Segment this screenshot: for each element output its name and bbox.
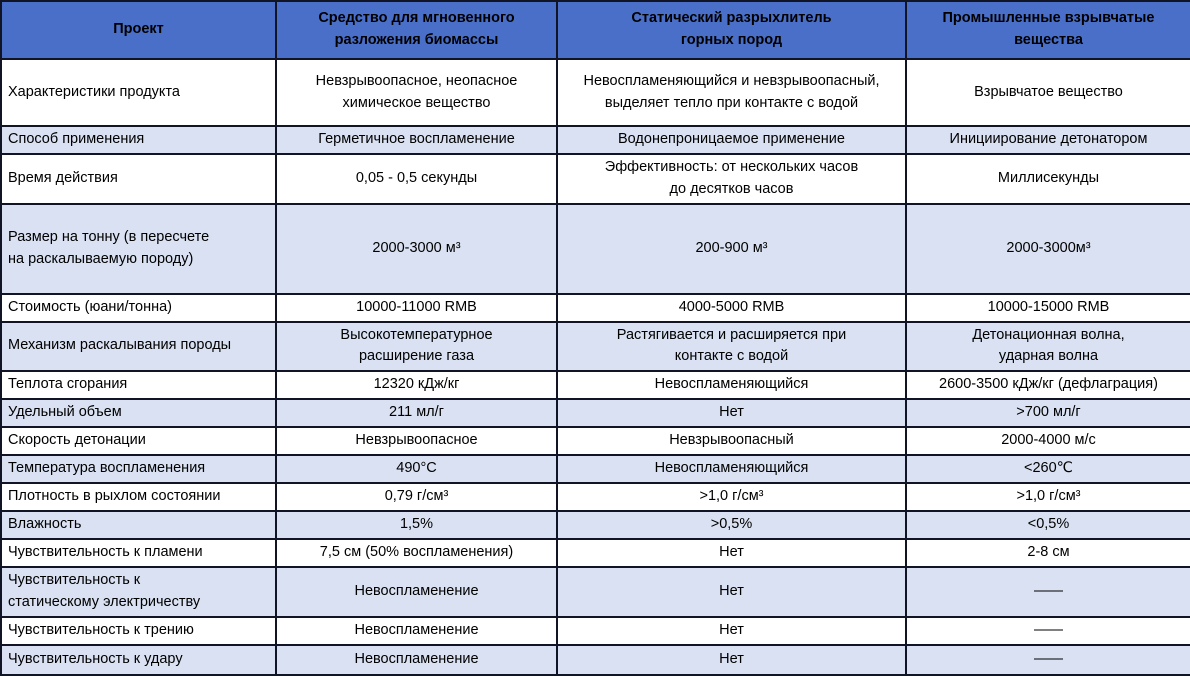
cell-biomass-agent — [276, 294, 557, 322]
cell-line: Время действия — [8, 169, 118, 186]
cell-static-rock-splitter — [557, 567, 906, 617]
row-label — [1, 567, 276, 617]
row-label — [1, 204, 276, 294]
cell-line: Невзрывоопасное — [355, 432, 478, 449]
cell-line: Теплота сгорания — [8, 376, 128, 393]
cell-static-rock-splitter — [557, 204, 906, 294]
cell-static-rock-splitter — [557, 617, 906, 645]
cell-line: Герметичное воспламенение — [318, 131, 515, 148]
row-label — [1, 539, 276, 567]
cell-line: Невоспламенение — [354, 582, 479, 599]
cell-line: 490°C — [396, 460, 437, 477]
cell-line: 2000-3000 м³ — [372, 239, 461, 256]
row-label — [1, 399, 276, 427]
cell-industrial-explosives — [906, 59, 1190, 126]
cell-line: Детонационная волна, — [972, 326, 1125, 343]
cell-line: Влажность — [8, 516, 82, 533]
cell-line: Эффективность: от нескольких часов — [604, 159, 859, 175]
cell-biomass-agent — [276, 483, 557, 511]
table-row — [1, 427, 1190, 455]
cell-static-rock-splitter — [557, 59, 906, 126]
header-line: вещества — [1014, 32, 1083, 48]
cell-line: 2600-3500 кДж/кг (дефлаграция) — [939, 376, 1158, 393]
cell-biomass-agent — [276, 455, 557, 483]
cell-static-rock-splitter — [557, 483, 906, 511]
cell-industrial-explosives — [906, 294, 1190, 322]
cell-line: >1,0 г/см³ — [699, 488, 764, 505]
header-line: Проект — [113, 21, 164, 38]
column-header-biomass-agent — [276, 1, 557, 59]
cell-line: <260℃ — [1024, 460, 1073, 477]
cell-line: Скорость детонации — [8, 432, 146, 449]
table-row — [1, 126, 1190, 154]
cell-static-rock-splitter — [557, 645, 906, 675]
table-row — [1, 204, 1190, 294]
cell-line: 1,5% — [399, 516, 434, 533]
row-label — [1, 294, 276, 322]
table-row — [1, 154, 1190, 204]
row-label — [1, 154, 276, 204]
cell-static-rock-splitter — [557, 154, 906, 204]
cell-line: Невоспламеняющийся и невзрывоопасный, — [583, 72, 880, 89]
cell-biomass-agent — [276, 645, 557, 675]
cell-line: —— — [1034, 621, 1063, 638]
cell-industrial-explosives — [906, 154, 1190, 204]
cell-line: >0,5% — [710, 516, 753, 533]
cell-line: Нет — [719, 621, 744, 638]
cell-line: на раскалываемую породу) — [8, 250, 194, 267]
row-label — [1, 645, 276, 675]
cell-line: 10000-11000 RMB — [356, 298, 477, 315]
cell-biomass-agent — [276, 204, 557, 294]
cell-biomass-agent — [276, 427, 557, 455]
cell-industrial-explosives — [906, 455, 1190, 483]
cell-industrial-explosives — [906, 645, 1190, 675]
cell-line: Невзрывоопасный — [669, 432, 794, 449]
cell-line: >700 мл/г — [1016, 404, 1081, 421]
cell-line: —— — [1034, 650, 1063, 667]
cell-industrial-explosives — [906, 322, 1190, 372]
cell-line: Стоимость (юани/тонна) — [8, 298, 172, 315]
row-label — [1, 427, 276, 455]
row-label — [1, 59, 276, 126]
cell-line: Высокотемпературное — [340, 326, 493, 343]
cell-line: 4000-5000 RMB — [678, 298, 785, 315]
table-row — [1, 59, 1190, 126]
cell-static-rock-splitter — [557, 322, 906, 372]
cell-industrial-explosives — [906, 371, 1190, 399]
cell-line: Невоспламенение — [354, 650, 479, 667]
cell-line: 0,79 г/см³ — [384, 488, 449, 505]
cell-line: Чувствительность к пламени — [8, 544, 203, 561]
cell-line: Миллисекунды — [997, 169, 1100, 186]
cell-line: Водонепроницаемое применение — [618, 131, 845, 148]
row-label — [1, 511, 276, 539]
cell-line: Температура воспламенения — [8, 460, 206, 477]
cell-static-rock-splitter — [557, 126, 906, 154]
table-row — [1, 322, 1190, 372]
column-header-static-rock-splitter — [557, 1, 906, 59]
cell-line: Нет — [719, 582, 744, 599]
cell-biomass-agent — [276, 371, 557, 399]
cell-static-rock-splitter — [557, 371, 906, 399]
cell-industrial-explosives — [906, 204, 1190, 294]
cell-static-rock-splitter — [557, 294, 906, 322]
cell-line: 211 мл/г — [389, 404, 444, 421]
table-body — [1, 59, 1190, 675]
cell-line: статическому электричеству — [8, 593, 201, 610]
cell-line: Чувствительность к удару — [8, 650, 183, 667]
cell-line: Взрывчатое вещество — [974, 83, 1123, 100]
cell-biomass-agent — [276, 539, 557, 567]
cell-static-rock-splitter — [557, 427, 906, 455]
cell-biomass-agent — [276, 322, 557, 372]
cell-line: Размер на тонну (в пересчете — [8, 228, 210, 245]
cell-line: ударная волна — [998, 348, 1099, 365]
cell-biomass-agent — [276, 511, 557, 539]
cell-line: Невоспламенение — [354, 621, 479, 638]
cell-biomass-agent — [276, 59, 557, 126]
row-label — [1, 455, 276, 483]
table-row — [1, 645, 1190, 675]
cell-line: Растягивается и расширяется при — [616, 326, 847, 343]
row-label — [1, 322, 276, 372]
cell-industrial-explosives — [906, 483, 1190, 511]
cell-line: 2000-3000м³ — [1006, 239, 1091, 256]
header-line: Средство для мгновенного — [318, 10, 515, 27]
cell-biomass-agent — [276, 617, 557, 645]
cell-industrial-explosives — [906, 399, 1190, 427]
cell-line: расширение газа — [358, 348, 475, 365]
cell-static-rock-splitter — [557, 399, 906, 427]
header-line: горных пород — [680, 32, 783, 48]
table-row — [1, 617, 1190, 645]
cell-line: до десятков часов — [669, 180, 794, 197]
table-row — [1, 539, 1190, 567]
cell-static-rock-splitter — [557, 455, 906, 483]
row-label — [1, 617, 276, 645]
cell-line: Невоспламеняющийся — [654, 376, 809, 393]
cell-line: Чувствительность к трению — [8, 621, 194, 638]
cell-line: Нет — [719, 650, 744, 667]
cell-biomass-agent — [276, 154, 557, 204]
cell-industrial-explosives — [906, 567, 1190, 617]
cell-line: Способ применения — [8, 131, 145, 148]
cell-line: Невоспламеняющийся — [654, 460, 809, 477]
cell-line: выделяет тепло при контакте с водой — [604, 94, 859, 111]
cell-line: —— — [1034, 582, 1063, 599]
cell-line: Нет — [719, 544, 744, 561]
cell-line: 200-900 м³ — [695, 239, 768, 256]
header-line: Промышленные взрывчатые — [942, 10, 1155, 27]
cell-line: 0,05 - 0,5 секунды — [355, 169, 478, 186]
table-row — [1, 371, 1190, 399]
cell-industrial-explosives — [906, 617, 1190, 645]
table-row — [1, 399, 1190, 427]
cell-line: химическое вещество — [342, 94, 491, 111]
cell-industrial-explosives — [906, 539, 1190, 567]
column-header-industrial-explosives — [906, 1, 1190, 59]
row-label — [1, 126, 276, 154]
header-line: разложения биомассы — [334, 32, 499, 48]
cell-line: контакте с водой — [674, 348, 789, 365]
cell-line: >1,0 г/см³ — [1016, 488, 1081, 505]
cell-line: 10000-15000 RMB — [987, 298, 1110, 315]
cell-line: Невзрывоопасное, неопасное — [315, 72, 518, 89]
cell-biomass-agent — [276, 399, 557, 427]
cell-line: 7,5 см (50% воспламенения) — [319, 544, 514, 561]
cell-line: 2-8 см — [1027, 544, 1070, 561]
cell-industrial-explosives — [906, 126, 1190, 154]
cell-line: Нет — [719, 404, 744, 421]
cell-biomass-agent — [276, 567, 557, 617]
column-header-project — [1, 1, 276, 59]
header-row — [1, 1, 1190, 59]
cell-industrial-explosives — [906, 427, 1190, 455]
cell-static-rock-splitter — [557, 511, 906, 539]
cell-line: Механизм раскалывания породы — [8, 337, 232, 354]
cell-line: Удельный объем — [8, 404, 122, 421]
cell-line: <0,5% — [1027, 516, 1070, 533]
cell-static-rock-splitter — [557, 539, 906, 567]
cell-line: 2000-4000 м/с — [1001, 432, 1096, 449]
table-row — [1, 511, 1190, 539]
cell-industrial-explosives — [906, 511, 1190, 539]
header-line: Статический разрыхлитель — [631, 10, 832, 27]
table-row — [1, 294, 1190, 322]
row-label — [1, 483, 276, 511]
table-header — [1, 1, 1190, 59]
cell-line: Инициирование детонатором — [949, 131, 1148, 148]
cell-line: Чувствительность к — [8, 572, 141, 588]
cell-line: Плотность в рыхлом состоянии — [8, 488, 221, 505]
table-row — [1, 567, 1190, 617]
row-label — [1, 371, 276, 399]
table-row — [1, 455, 1190, 483]
cell-line: 12320 кДж/кг — [373, 376, 460, 393]
cell-biomass-agent — [276, 126, 557, 154]
table-row — [1, 483, 1190, 511]
cell-line: Характеристики продукта — [8, 83, 180, 100]
